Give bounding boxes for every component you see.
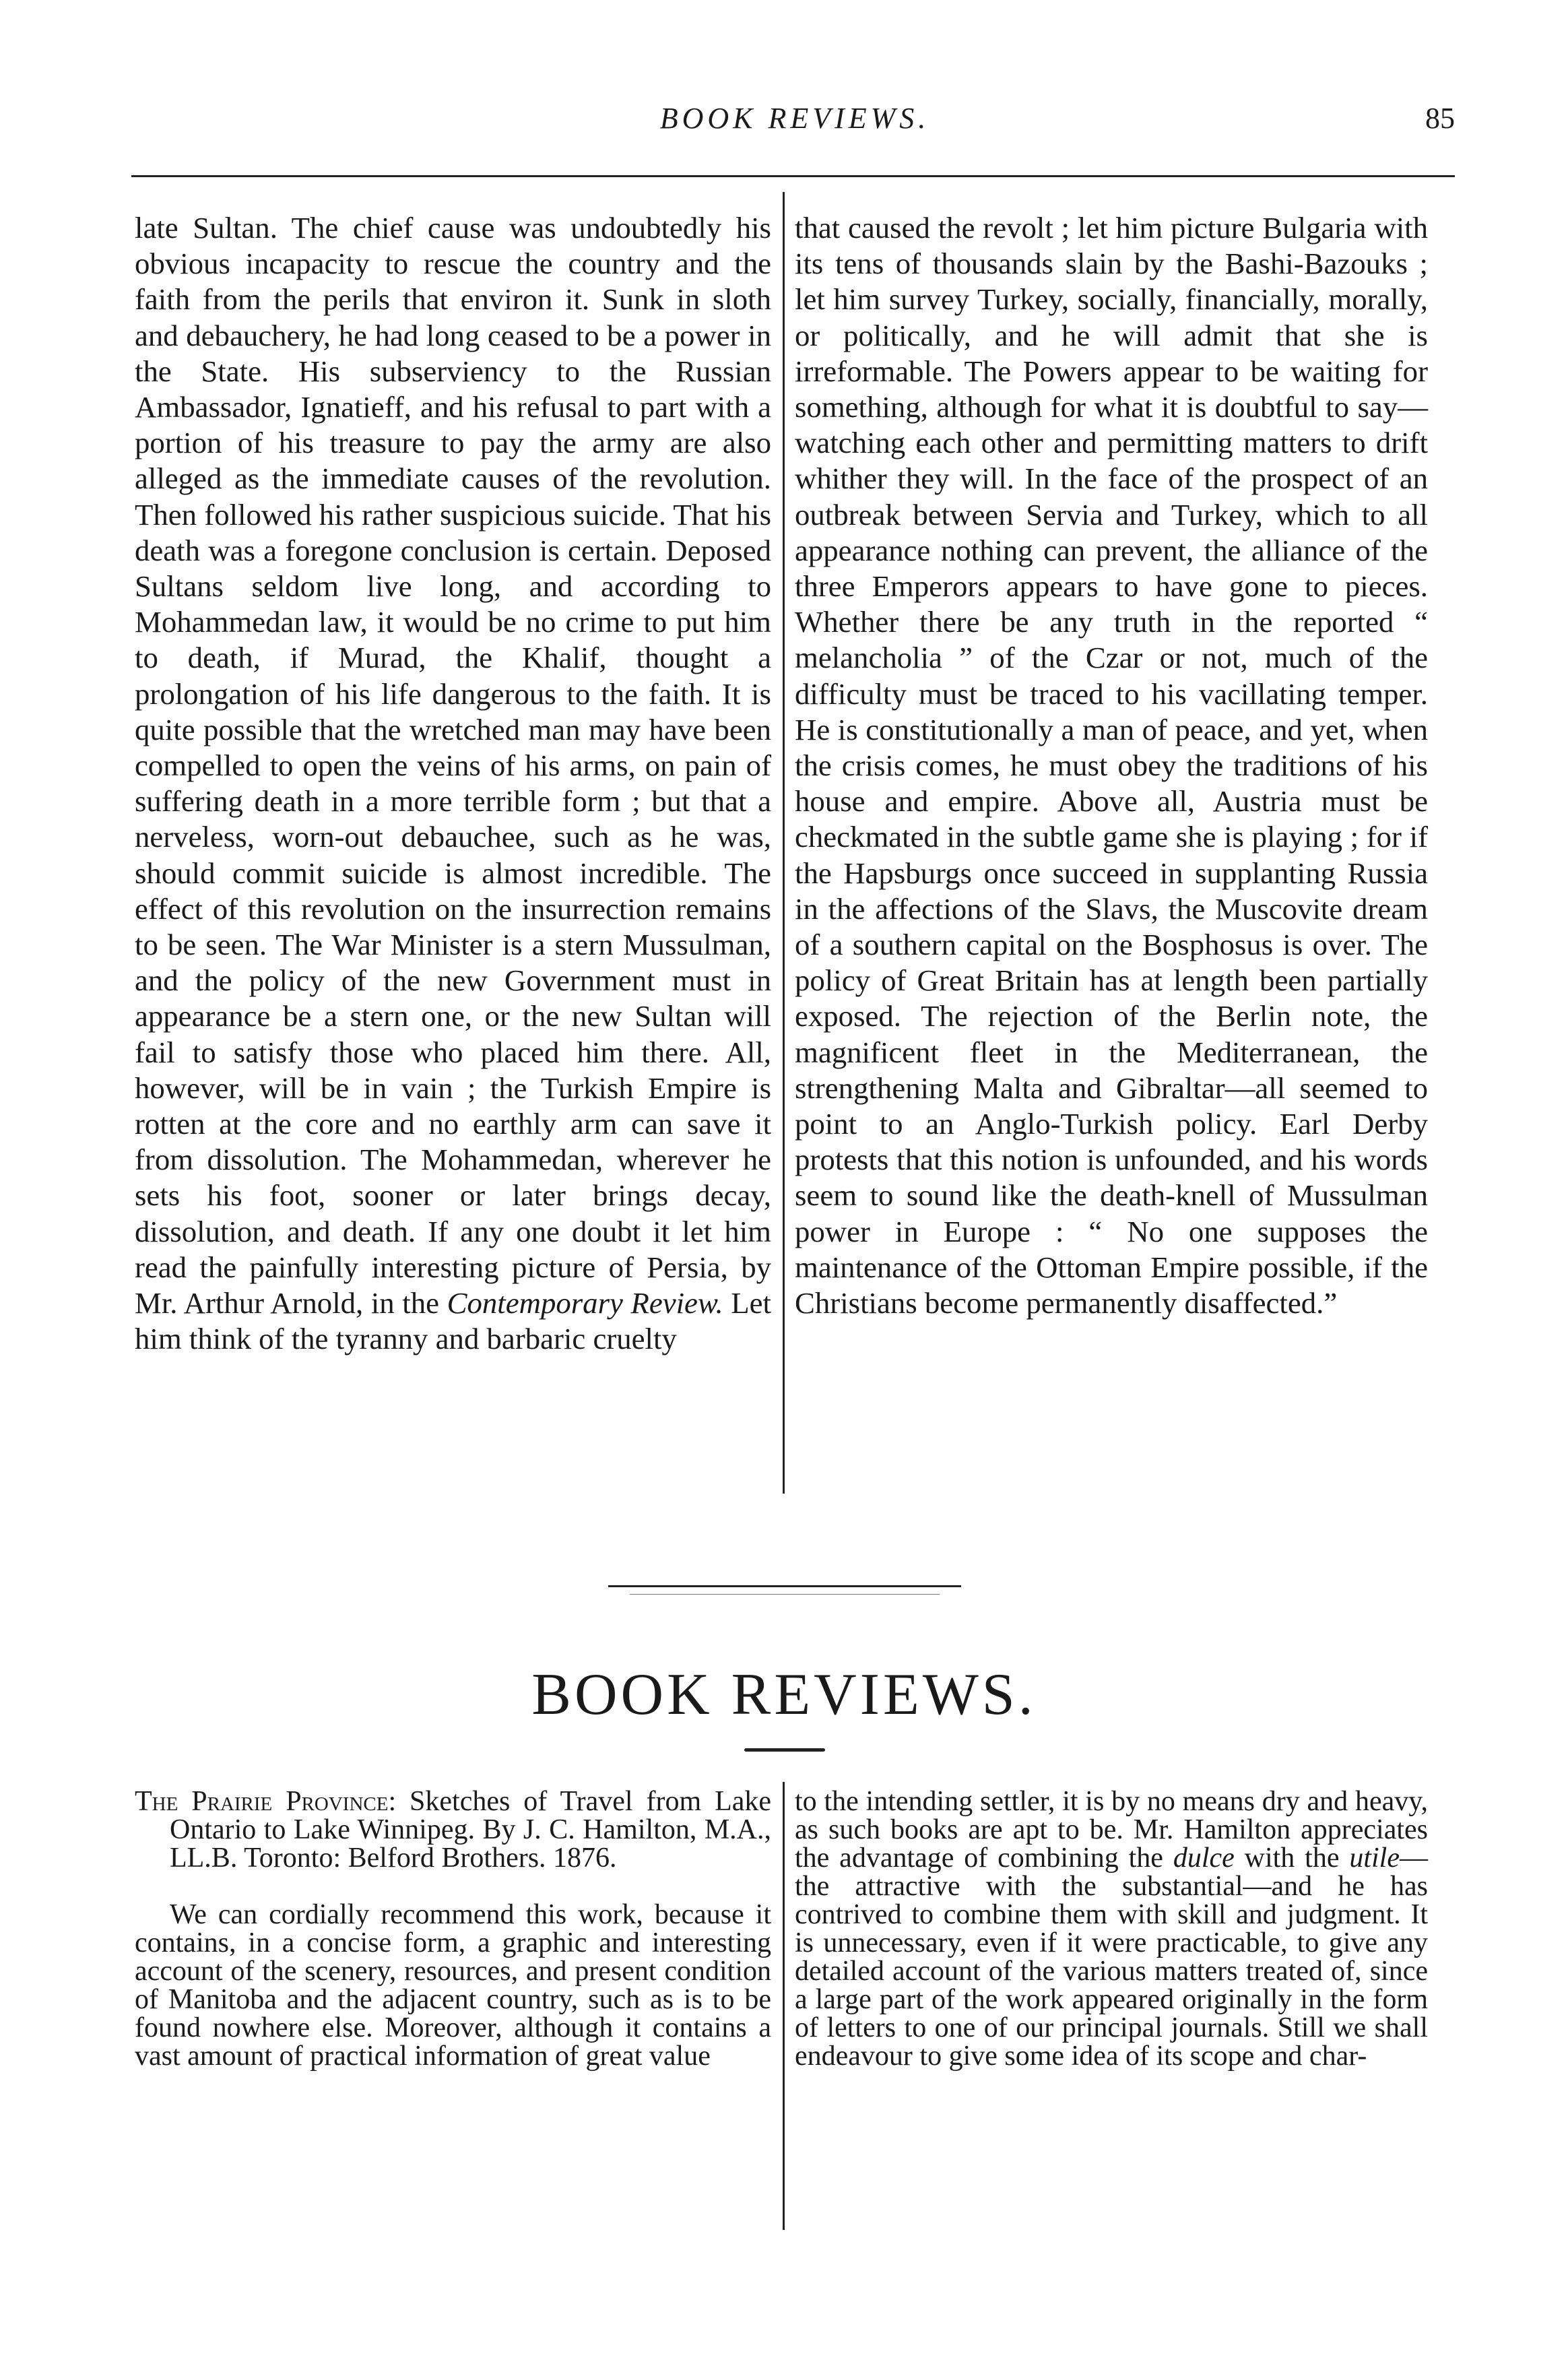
running-title: BOOK REVIEWS. xyxy=(659,102,930,135)
article-right-text: that caused the revolt ; let him picture Bulgaria with its tens of thousands slain by the Bashi-Bazouks ; let him survey Turkey, socially, financially, morally, or politically, and he will admit that she is irreformable. The Powers appear to be waiting for something, although for what it is doubtful to say— watching each other and permitting matters to drift whither they will. In the face of the prospect of an outbreak between Servia and Turkey, which to all appearance nothing can prevent, the alliance of the three Emperors appears to have gone to pieces. Whether there be any truth in the reported “ melancholia ” of the Czar or not, much of the difficulty must be traced to his vacillating temper. He is constitutionally a man of peace, and yet, when the crisis comes, he must obey the traditions of his house and empire. Above all, Austria must be checkmated in the subtle game she is playing ; for if the Hapsburgs once succeed in supplanting Russia in the affections of the Slavs, the Muscovite dream of a southern capital on the Bosphosus is over. The policy of Great Britain has at length been partially exposed. The rejection of the Berlin note, the magnificent fleet in the Mediterranean, the strengthening Malta and Gibraltar—all seemed to point to an Anglo-Turkish policy. Earl Derby protests that this notion is unfounded, and his words seem to sound like the death-knell of Mussulman power in Europe : “ No one supposes the maintenance of the Ottoman Empire possible, if the Christians become permanently disaffected.” xyxy=(795,211,1428,1320)
article-left-body: late Sultan. The chief cause was undoubtedly his obvious incapacity to rescue the country and the faith from the perils that environ it. Sunk in sloth and debauchery, he had long ceased to be a power in the State. His subserviency to the Russian Ambassador, Ignatieff, and his refusal to part with a portion of his treasure to pay the army are also alleged as the immediate causes of the revolution. Then followed his rather suspicious suicide. That his death was a foregone conclusion is certain. Deposed Sultans seldom live long, and according to Mohammedan law, it would be no crime to put him to death, if Murad, the Khalif, thought a prolongation of his life dangerous to the faith. It is quite possible that the wretched man may have been compelled to open the veins of his arms, on pain of suffering death in a more terrible form ; but that a nerveless, worn-out debauchee, such as he was, should commit suicide is almost incredible. The effect of this revolution on the insurrection remains to be seen. The War Minister is a stern Mussulman, and the policy of the new Government must in appearance be a stern one, or the new Sultan will fail to satisfy those who placed him there. All, however, will be in vain ; the Turkish Empire is rotten at the core and no earthly arm can save it from dissolution. The Mohammedan, wherever he sets his foot, sooner or later brings decay, dissolution, and death. If any one doubt it let him read the painfully interesting picture of Persia, by Mr. Arthur Arnold, in the xyxy=(135,211,771,1320)
page-header xyxy=(135,101,1455,148)
book-details: : Sketches of Travel from Lake Ontario to Lake Winnipeg. By J. C. Hamilton, M.A., LL.B. Toronto: Belford Brothers. 1876. xyxy=(170,1786,772,1874)
page-number: 85 xyxy=(1425,102,1455,135)
review-right-part-1: to the intending settler, it is by no means dry and heavy, as such books are apt to be. Mr. Hamilton appreciates the advantage of combining the xyxy=(795,1786,1428,1874)
review-right-part-2: with the xyxy=(1234,1843,1350,1874)
review-right-paragraph xyxy=(795,1787,1428,2070)
section-divider xyxy=(608,1585,961,1587)
review-left-paragraph: We can cordially recommend this work, because it contains, in a concise form, a graphic and interesting account of the scenery, resources, and present condition of Manitoba and the adjacent country, such as is to be found nowhere else. Moreover, although it contains a vast amount of practical information of great value xyxy=(135,1899,771,2072)
review-right-column xyxy=(795,1787,1428,2070)
ornament-rule xyxy=(744,1748,825,1752)
book-title: The Prairie Province xyxy=(135,1786,389,1817)
paragraph-gap xyxy=(135,1872,771,1900)
header-rule xyxy=(131,175,1455,177)
review-left-column xyxy=(135,1787,771,2070)
article-left-text xyxy=(135,210,771,1357)
book-entry xyxy=(135,1787,771,1872)
section-divider-thin xyxy=(630,1594,940,1595)
review-column-divider xyxy=(783,1782,785,2230)
column-divider xyxy=(783,192,785,1494)
article-left-tail: Let him think of the tyranny and barbaric cruelty xyxy=(135,1286,771,1356)
review-right-part-3: —the attractive with the substantial—and he has contrived to combine them with skill and judgment. It is unnecessary, even if it were practicable, to give any detailed account of the various matters treated of, since a large part of the work appeared originally in the form of letters to one of our principal journals. Still we shall endeavour to give some idea of its scope and char- xyxy=(795,1843,1428,2072)
article-right-column xyxy=(795,210,1428,1321)
contemporary-review-title: Contemporary Review. xyxy=(447,1286,723,1320)
section-title: BOOK REVIEWS. xyxy=(531,1662,1037,1727)
article-left-column xyxy=(135,210,771,1357)
italic-utile: utile xyxy=(1349,1843,1400,1874)
italic-dulce: dulce xyxy=(1173,1843,1235,1874)
